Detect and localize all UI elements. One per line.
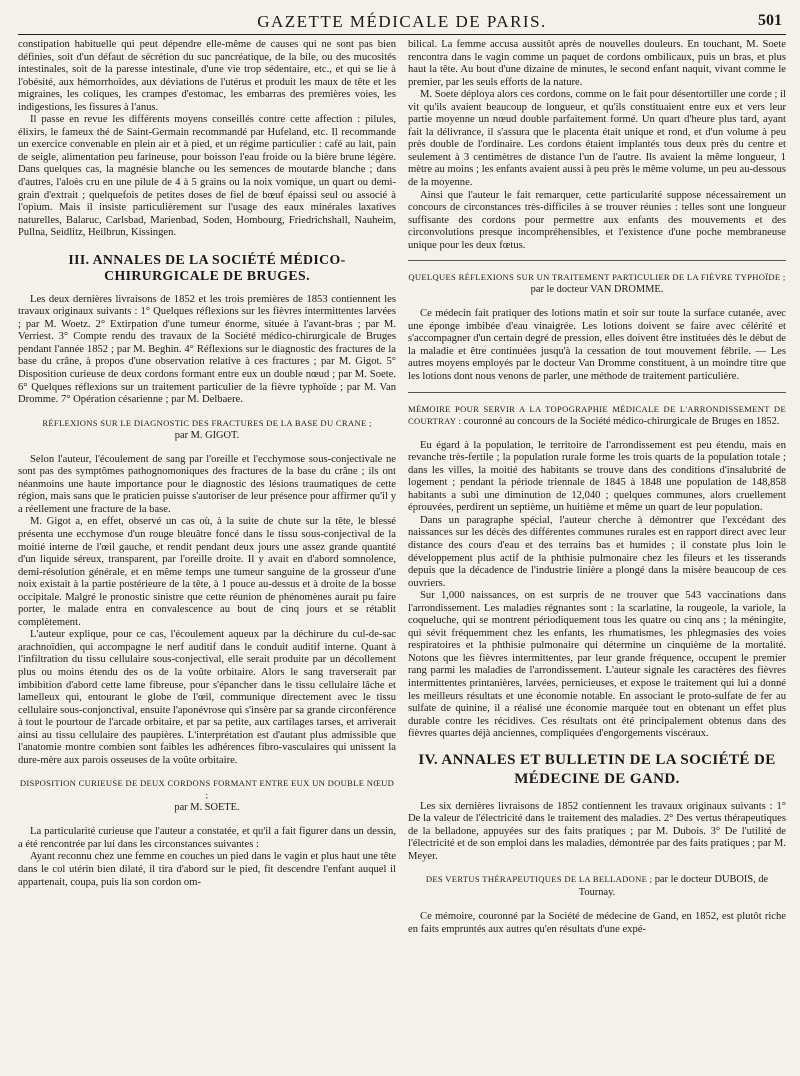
divider: [408, 260, 786, 261]
paragraph: Ainsi que l'auteur le fait remarquer, cette particularité suppose nécessairement un concours de circonstances très-difficiles à se trouver réunies : telles sont une longueur suffisante des cordons pour permettre aux enfants des mouvements et des circonvolutions presque incompréhensibles, et l'existence d'une poche membraneuse unique pour les deux fœtus.: [408, 189, 786, 251]
paragraph: Les six dernières livraisons de 1852 contiennent les travaux originaux suivants : 1° De la valeur de l'électricité dans le traitement des maladies. 2° Des vertus thérapeutiques de la belladone, appuyées sur des faits pratiques ; par M. Dubois. 3° De l'utilité de l'électricité et de son emploi dans les maladies, démontrée par des faits pratiques ; par M. Meyer.: [408, 800, 786, 862]
paragraph: bilical. La femme accusa aussitôt après de nouvelles douleurs. En touchant, M. Soete rencontra dans le vagin comme un paquet de cordons ombilicaux, puis un bras, et plus haut la tête. Au bout d'une dizaine de minutes, le second enfant naquit, vivant comme le premier, par les seuls efforts de la nature.: [408, 39, 786, 88]
text-columns: [18, 39, 786, 1069]
article-title: DISPOSITION CURIEUSE DE DEUX CORDONS FORMANT ENTRE EUX UN DOUBLE NŒUD ;: [19, 778, 395, 801]
right-column: [408, 39, 786, 1069]
article-author: par M. GIGOT.: [174, 429, 240, 441]
page-header: [18, 6, 786, 35]
paragraph: La particularité curieuse que l'auteur a constatée, et qu'il a fait figurer dans un dessin, a été rencontrée par lui dans les circonstances suivantes :: [18, 826, 396, 850]
article-author: par le docteur DUBOIS, de Tournay.: [578, 874, 769, 899]
article-heading-courtray: [408, 403, 786, 428]
article-author: par M. SOETE.: [174, 802, 240, 814]
page-number: 501: [758, 12, 782, 29]
divider: [408, 392, 786, 393]
article-author: par le docteur VAN DROMME.: [530, 284, 664, 296]
section-heading-bruges: III. ANNALES DE LA SOCIÉTÉ MÉDICO-CHIRURGICALE DE BRUGES.: [68, 251, 346, 283]
paragraph: M. Gigot a, en effet, observé un cas où, à la suite de chute sur la tête, le blessé présenta une ecchymose d'un rouge bleuâtre foncé dans le tissu sous-conjectival de la moitié interne de l'œil gauche, et rendit pendant deux jours une assez grande quantité d'un liquide séreux, transparent, par l'oreille droite. Il y avait en d'abord somnolence, demi-résolution générale, et en même temps une tumeur sanguine de la grosseur d'une noix existait à la partie postérieure de la tête, à 1 pouce au-dessus et à droite de la bosse occipitale. Malgré le pronostic sinistre que cette réunion de phénomènes aurait pu faire porter, le malade entra en convalescence au bout de cinq jours et se rétablit complètement.: [18, 516, 396, 628]
article-heading-van-dromme: [408, 271, 786, 296]
article-title: DES VERTUS THÉRAPEUTIQUES DE LA BELLADONE ;: [425, 874, 653, 885]
article-title: QUELQUES RÉFLEXIONS SUR UN TRAITEMENT PARTICULIER DE LA FIÈVRE TYPHOÏDE ;: [408, 272, 786, 283]
article-title: RÉFLEXIONS SUR LE DIAGNOSTIC DES FRACTURES DE LA BASE DU CRANE ;: [42, 417, 372, 428]
paragraph: constipation habituelle qui peut dépendre elle-même de causes qui ne sont pas bien définies, soit d'un défaut de sécrétion du suc pancréatique, de la bile, ou des mucosités intestinales, soit de la paresse intestinale, d'une vie trop sédentaire, etc., et qui se lie à l'obésité, aux hémorrhoïdes, aux déviations de l'utérus et produit les maux de tête et les migraines, les coliques, les crampes d'estomac, les embarras des premières voies, les indigestions, les fissures à l'anus.: [18, 39, 396, 113]
paragraph: Ce médecin fait pratiquer des lotions matin et soir sur toute la surface cutanée, avec une éponge imbibée d'eau vinaigrée. Les lotions doivent se faire avec célérité et s'accompagner d'un certain degré de pression, elles doivent être instituées dès le début de la maladie et être continuées jusqu'à la cessation de tout mouvement fébrile. — Les autres moyens employés par le docteur Van Dromme constituent, à un moindre titre que les lotions dont nous venons de parler, une méthode de traitement particulière.: [408, 308, 786, 383]
article-heading-dubois: [408, 873, 786, 899]
paragraph: Les deux dernières livraisons de 1852 et les trois premières de 1853 contiennent les travaux originaux suivants : 1° Quelques réflexions sur les fièvres intermittentes larvées ; par M. Woetz. 2° Extirpation d'une tumeur énorme, située à l'avant-bras ; par M. Verriest. 3° Compte rendu des travaux de la Société médico-chirurgicale de Bruges pendant l'année 1852 ; par M. Beghin. 4° Réflexions sur le diagnostic des fractures de la base du crâne, à propos d'une observation relative à ces fractures ; par M. Gigot. 5° Disposition curieuse de deux cordons formant entre eux un double nœud ; par M. Soete. 6° Quelques réflexions sur un traitement particulier de la fièvre typhoïde ; par M. Van Dromme. 7° Opération césarienne ; par M. Delbaere.: [18, 293, 396, 406]
paragraph: Dans un paragraphe spécial, l'auteur cherche à démontrer que l'excédant des naissances sur les décès des différentes communes rurales est en rapport direct avec leur distance des cours d'eau et des terrains bas et humides ; il constate plus loin le développement plus actif de la phthisie pulmonaire chez les fileurs et les tisserands depuis que la décadence de l'industrie linière a plongé dans la misère beaucoup de ces ouvriers.: [408, 514, 786, 589]
left-column: [18, 39, 396, 1069]
paragraph: M. Soete déploya alors ces cordons, comme on le fait pour désentortiller une corde ; il vit qu'ils avaient beaucoup de longueur, et qu'ils constituaient entre eux et vers leur partie moyenne un nœud double parfaitement formé. Un quart d'heure plus tard, ayant fait la délivrance, il s'assura que le placenta était unique et rond, et d'un volume à peu près double de l'ordinaire. Les cordons étaient implantés tous deux près du centre et seulement à 3 centimètres de distance l'un de l'autre. Ils avaient la même longueur, 1 mètre au moins ; les enfants avaient aussi à peu près le même volume, un peu au-dessous de la moyenne.: [408, 89, 786, 189]
article-title: MÉMOIRE POUR SERVIR A LA TOPOGRAPHIE MÉDICALE DE L'ARRONDISSEMENT DE COURTRAY :: [408, 403, 786, 426]
journal-title: GAZETTE MÉDICALE DE PARIS.: [257, 12, 547, 31]
paragraph: Ayant reconnu chez une femme en couches un pied dans le vagin et plus haut une tête dans le col utérin bien dilaté, il tira d'abord sur le pied, fit descendre l'enfant auquel il appartenait, coupa, puis lia son cordon om-: [18, 851, 396, 888]
article-heading-gigot: [18, 417, 396, 442]
article-subtitle: couronné au concours de la Société médico-chirurgicale de Bruges en 1852.: [463, 415, 780, 427]
paragraph: Sur 1,000 naissances, on est surpris de ne trouver que 543 vaccinations dans l'arrondissement. Les maladies régnantes sont : la scarlatine, la rougeole, la variole, la coqueluche, qui se montrent périodiquement tous les quatre ou cinq ans ; la méningite, qui sévit fréquemment chez les enfants, les rhumatismes, les phlegmasies des voies respiratoires et la phthisie pulmonaire qui détermine un cinquième de la mortalité. Notons que les fièvres intermittentes, par leur grande fréquence, occupent le premier rang parmi les maladies de l'arrondissement. L'auteur signale les caractères des fièvres intermittentes printanières, larvées, pernicieuses, et expose le traitement qui lui a donné les meilleurs résultats et une économie notable. En associant le proto-sulfate de fer au sulfate de quinine, il a réalisé une économie marquée tout en obtenant un effet plus durable contre les récidives. Ces résultats ont été principalement obtenus dans des fièvres quartes déjà anciennes, compliquées d'engorgements viscéraux.: [408, 590, 786, 740]
paragraph: L'auteur explique, pour ce cas, l'écoulement aqueux par la déchirure du cul-de-sac arachnoïdien, qui accompagne le nerf auditif dans le conduit auditif interne. Quant à l'infiltration du tissu cellulaire sous-conjectival, elle serait produite par un décollement plus ou moins étendu des os de la voûte orbitaire. Alors le sang traverserait par imbibition d'abord cette lame fibreuse, pour s'épancher dans le tissu cellulaire lâche et lamelleux qui, entourant le globe de l'œil, communique directement avec le tissu cellulaire sous-conjonctival, ensuite l'aponévrose qui s'insère par sa grande circonférence à tout le pourtour de l'arcade orbitaire, et par sa petite, aux cartilages tarses, et arriverait ainsi au tissu cellulaire des paupières. L'interprétation est d'autant plus admissible que l'anatomie montre combien sont faibles les adhérences fibro-vasculaires qui unissent la dure-mère aux parois osseuses de la voûte orbitaire.: [18, 629, 396, 766]
section-heading-gand: IV. ANNALES ET BULLETIN DE LA SOCIÉTÉ DE MÉDECINE DE GAND.: [418, 751, 776, 787]
paragraph: Eu égard à la population, le territoire de l'arrondissement est peu étendu, mais en revanche très-fertile ; la population rurale forme les trois quarts de la population totale ; dans les villes, la moitié des habitants se trouve dans des conditions d'insalubrité de logement ; pendant la période triennale de 1845 à 1848 une population de 148,858 habitants a subi une diminution de 12,040 ; quelques communes, alors cruellement éprouvées, perdirent un septième, un huitième et même un quart de leur population.: [408, 439, 786, 514]
paragraph: Ce mémoire, couronné par la Société de médecine de Gand, en 1852, est plutôt riche en faits empruntés aux autres qu'en résultats d'une expé-: [408, 911, 786, 935]
paragraph: Selon l'auteur, l'écoulement de sang par l'oreille et l'ecchymose sous-conjectivale ne sont pas des symptômes pathognomoniques des fractures de la base du crâne ; ils ont néanmoins une haute importance pour le diagnostic des lésions traumatiques de cette région, mais sans que le praticien puisse s'autoriser de leur présence pour affirmer qu'il y a réellement une fracture de la base.: [18, 453, 396, 515]
paragraph: Il passe en revue les différents moyens conseillés contre cette affection : pilules, élixirs, le fameux thé de Saint-Germain recommandé par Hufeland, etc. Il recommande un exercice convenable en plein air et à pied, et un régime particulier : café au lait, pain de seigle, alimentation peu farineuse, pour boisson l'eau froide ou la bière brune légère. Dans quelques cas, la magnésie blanche ou les semences de moutarde blanche ; dans d'autres, l'aloès cru en une pilule de 4 à 5 grains ou la noix vomique, un quart ou demi-grain d'extrait ; quelquefois de petites doses de fiel de bœuf épaissi seul ou associé à l'opium. Mais il insiste particulièrement sur l'usage des eaux minérales laxatives naturelles, Balaruc, Carlsbad, Marienbad, Soden, Hombourg, Friedrichshall, Nauheim, Pullna, Seidlitz, Heilbrun, Kissingen.: [18, 114, 396, 239]
article-heading-soete: [18, 777, 396, 814]
